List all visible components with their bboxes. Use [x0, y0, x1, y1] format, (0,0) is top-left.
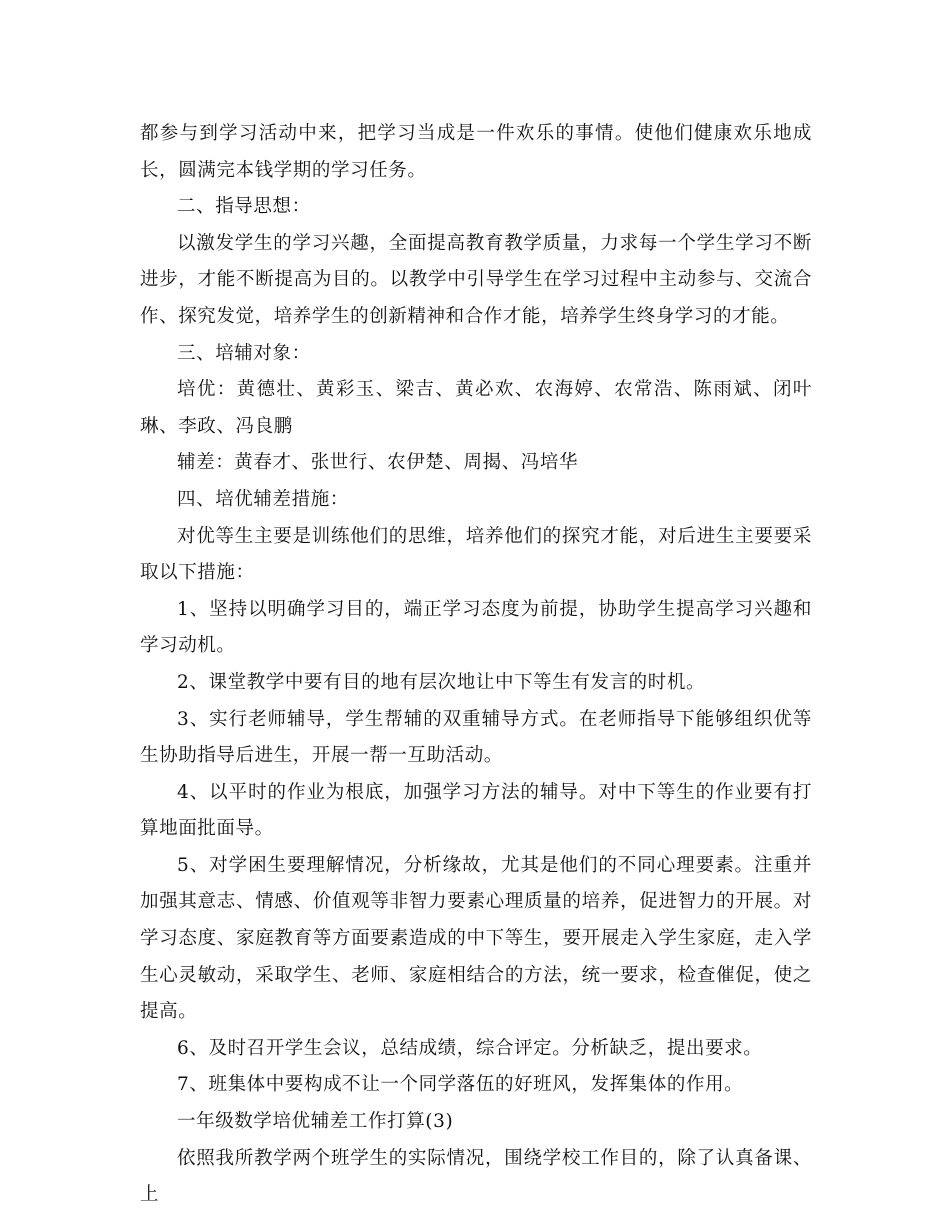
measure-item-3: 3、实行老师辅导，学生帮辅的双重辅导方式。在老师指导下能够组织优等生协助指导后进生，开展一帮一互助活动。 [140, 708, 812, 767]
measure-item-7: 7、班集体中要构成不让一个同学落伍的好班风，发挥集体的作用。 [177, 1074, 744, 1096]
paragraph-intro-continuation: 都参与到学习活动中来，把学习当成是一件欢乐的事情。使他们健康欢乐地成长，圆满完本钱学期的学习任务。 [140, 123, 812, 181]
paragraph-struggling-students: 辅差：黄春才、张世行、农伊楚、周揭、冯培华 [177, 452, 579, 474]
section-title-plan-3: 一年级数学培优辅差工作打算(3) [177, 1111, 454, 1133]
measure-item-5: 5、对学困生要理解情况，分析缘故，尤其是他们的不同心理要素。注重并加强其意志、情感、价值观等非智力要素心理质量的培养，促进智力的开展。对学习态度、家庭教育等方面要素造成的中下等生，要开展走入学生家庭，走入学生心灵敏动，采取学生、老师、家庭相结合的方法，统一要求，检查催促，使之提高。 [140, 854, 812, 1023]
heading-guiding-thought: 二、指导思想： [177, 196, 311, 218]
paragraph-top-students: 培优：黄德壮、黄彩玉、梁吉、黄必欢、农海婷、农常浩、陈雨斌、闭叶琳、李政、冯良鹏 [140, 379, 812, 437]
document-body [140, 116, 812, 1214]
measure-item-2: 2、课堂教学中要有目的地有层次地让中下等生有发言的时机。 [177, 671, 706, 693]
heading-measures: 四、培优辅差措施： [177, 488, 349, 510]
paragraph-guiding-thought: 以激发学生的学习兴趣，全面提高教育教学质量，力求每一个学生学习不断进步，才能不断提高为目的。以教学中引导学生在学习过程中主动参与、交流合作、探究发觉，培养学生的创新精神和合作才能，培养学生终身学习的才能。 [140, 232, 812, 327]
measure-item-1: 1、坚持以明确学习目的，端正学习态度为前提，协助学生提高学习兴趣和学习动机。 [140, 598, 812, 657]
measure-item-4: 4、以平时的作业为根底，加强学习方法的辅导。对中下等生的作业要有打算地面批面导。 [140, 781, 812, 840]
heading-target-students: 三、培辅对象： [177, 342, 311, 364]
paragraph-measures-intro: 对优等生主要是训练他们的思维，培养他们的探究才能，对后进生主要要采取以下措施： [140, 525, 812, 584]
paragraph-plan-3-intro: 依照我所教学两个班学生的实际情况，围绕学校工作目的，除了认真备课、上 [140, 1147, 812, 1206]
measure-item-6: 6、及时召开学生会议，总结成绩，综合评定。分析缺乏，提出要求。 [177, 1037, 763, 1059]
